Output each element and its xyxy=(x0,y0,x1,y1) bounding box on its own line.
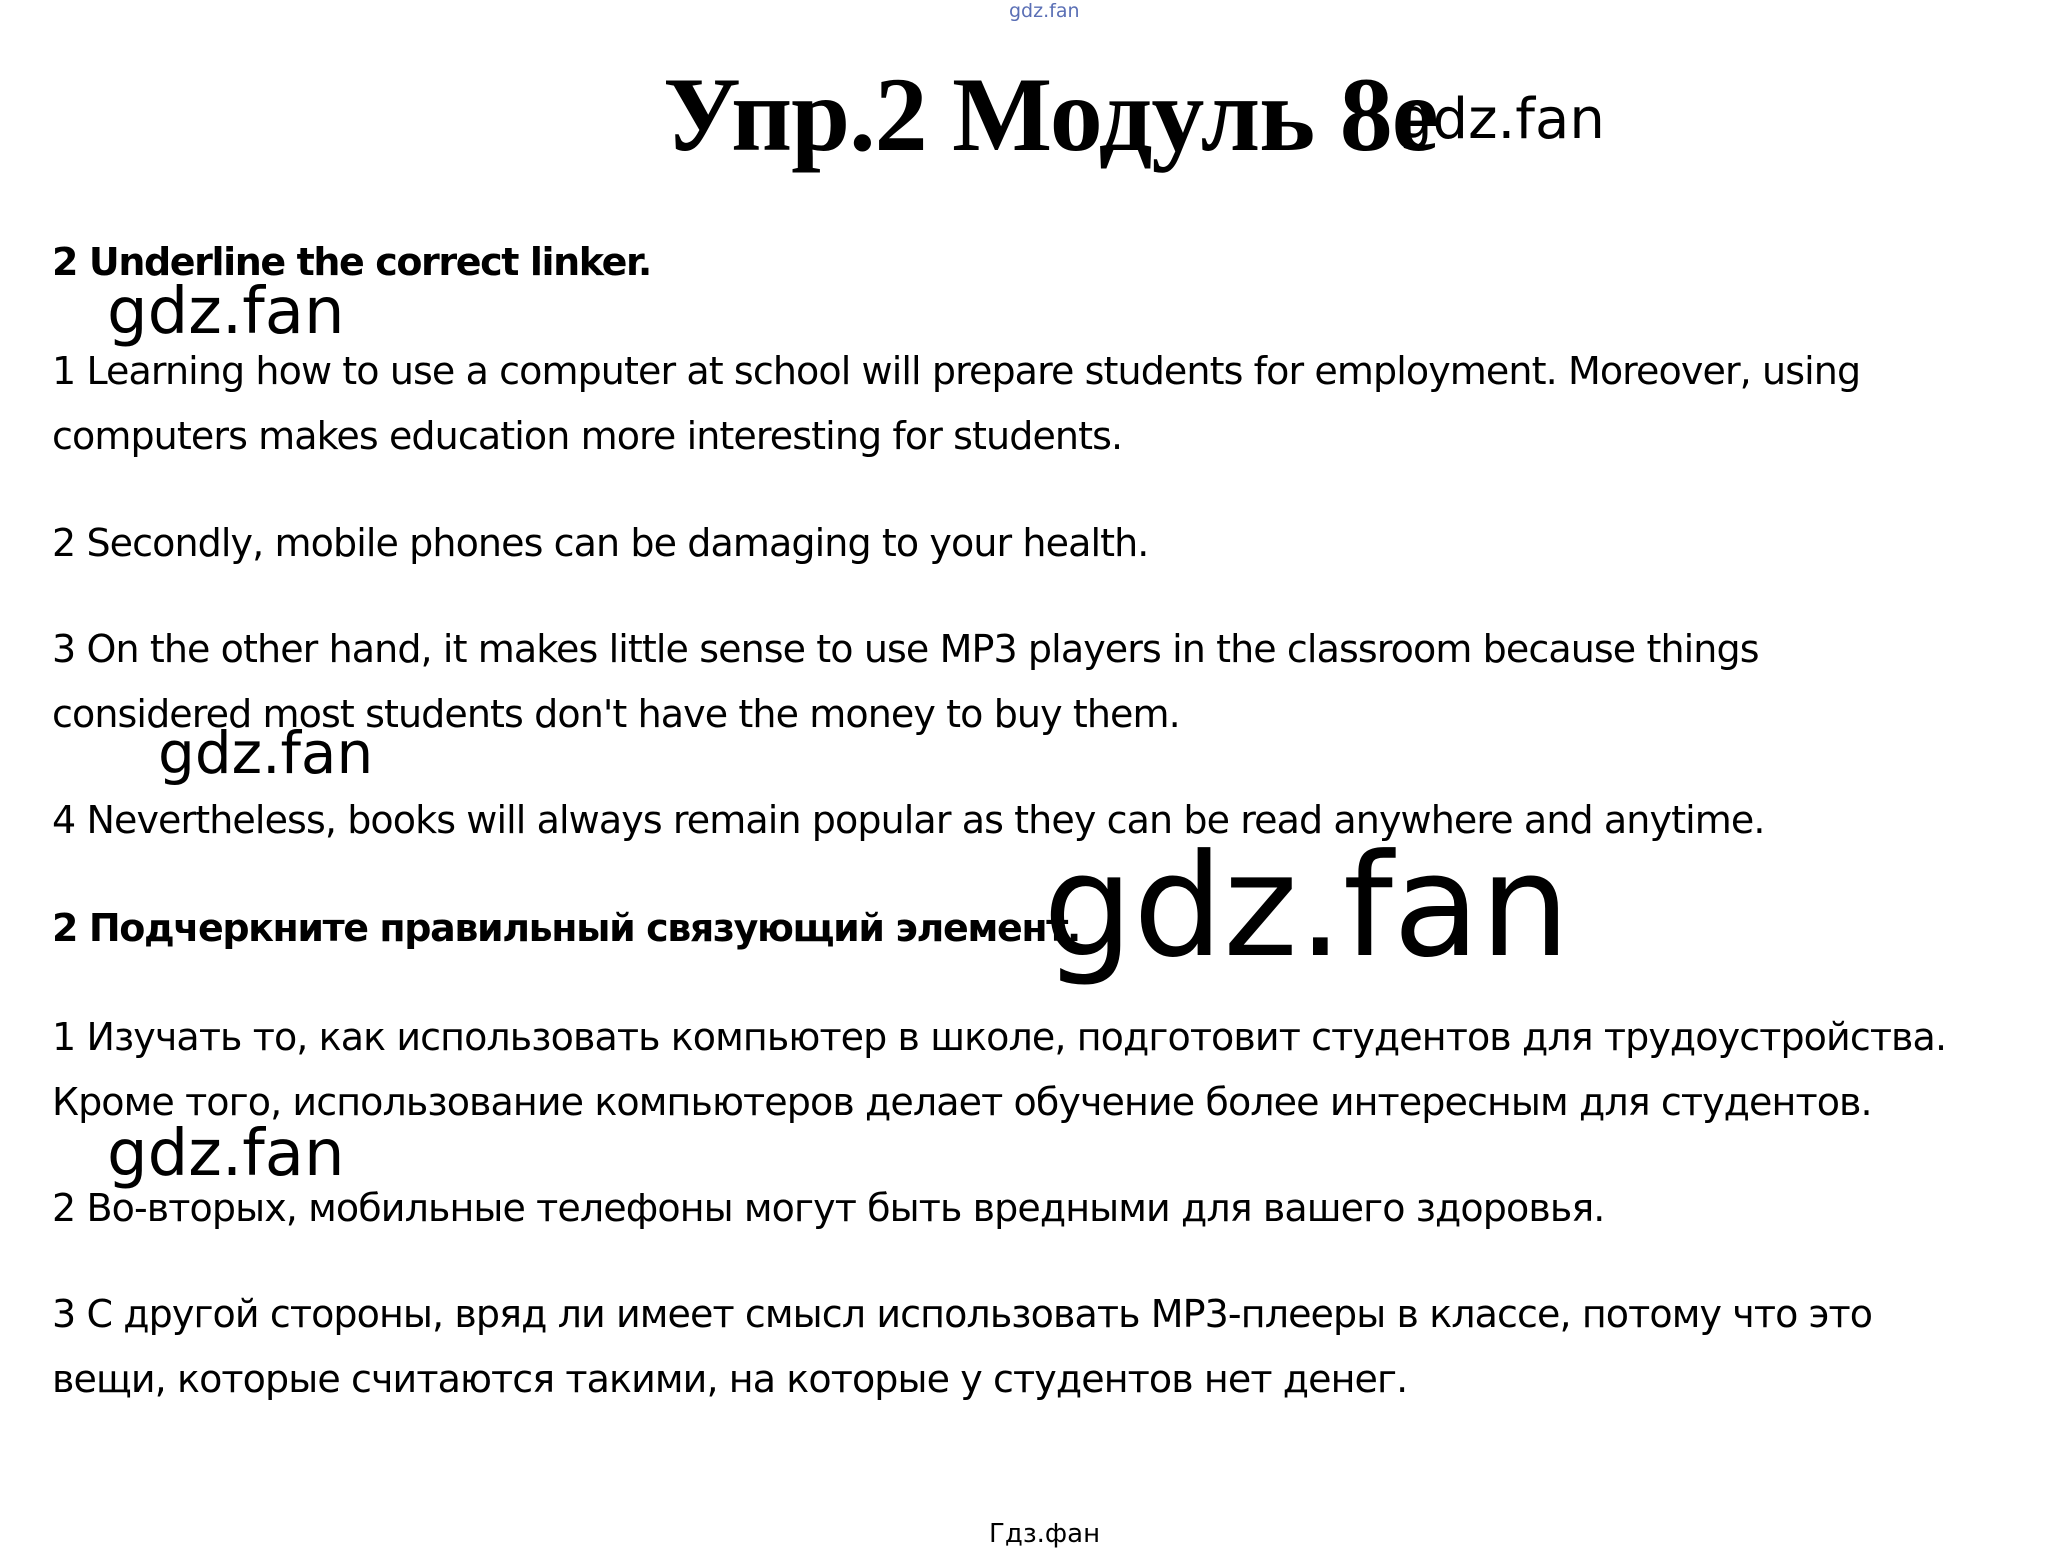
watermark-4: gdz.fan xyxy=(107,1117,345,1191)
russian-item-1-line-1: 1 Изучать то, как использовать компьютер в школе, подготовит студентов для трудоустройства. xyxy=(52,1015,1947,1059)
english-item-1-line-1: 1 Learning how to use a computer at school will prepare students for employment. Moreover, using xyxy=(52,349,1861,393)
russian-item-1-line-2: Кроме того, использование компьютеров делает обучение более интересным для студентов. xyxy=(52,1080,1872,1124)
english-item-2: 2 Secondly, mobile phones can be damaging to your health. xyxy=(52,521,1149,565)
english-item-3-line-1: 3 On the other hand, it makes little sense to use MP3 players in the classroom because things xyxy=(52,627,1759,671)
russian-item-3-line-2: вещи, которые считаются такими, на которые у студентов нет денег. xyxy=(52,1357,1408,1401)
english-item-4: 4 Nevertheless, books will always remain popular as they can be read anywhere and anytime. xyxy=(52,798,1765,842)
english-heading: 2 Underline the correct linker. xyxy=(52,240,651,284)
title-watermark: gdz.fan xyxy=(1397,87,1605,152)
page-title: Упр.2 Модуль 8е xyxy=(663,56,1438,173)
english-item-1-line-2: computers makes education more interesting for students. xyxy=(52,414,1123,458)
watermark-1: gdz.fan xyxy=(107,275,345,349)
english-item-3-line-2: considered most students don't have the money to buy them. xyxy=(52,692,1180,736)
top-watermark: gdz.fan xyxy=(1009,0,1080,22)
russian-item-3-line-1: 3 С другой стороны, вряд ли имеет смысл использовать MP3-плееры в классе, потому что это xyxy=(52,1292,1873,1336)
russian-heading: 2 Подчеркните правильный связующий элемент. xyxy=(52,906,1080,950)
watermark-3: gdz.fan xyxy=(1043,824,1570,989)
watermark-2: gdz.fan xyxy=(158,719,374,787)
russian-item-2: 2 Во-вторых, мобильные телефоны могут быть вредными для вашего здоровья. xyxy=(52,1186,1605,1230)
footer-label: Гдз.фан xyxy=(989,1519,1101,1549)
